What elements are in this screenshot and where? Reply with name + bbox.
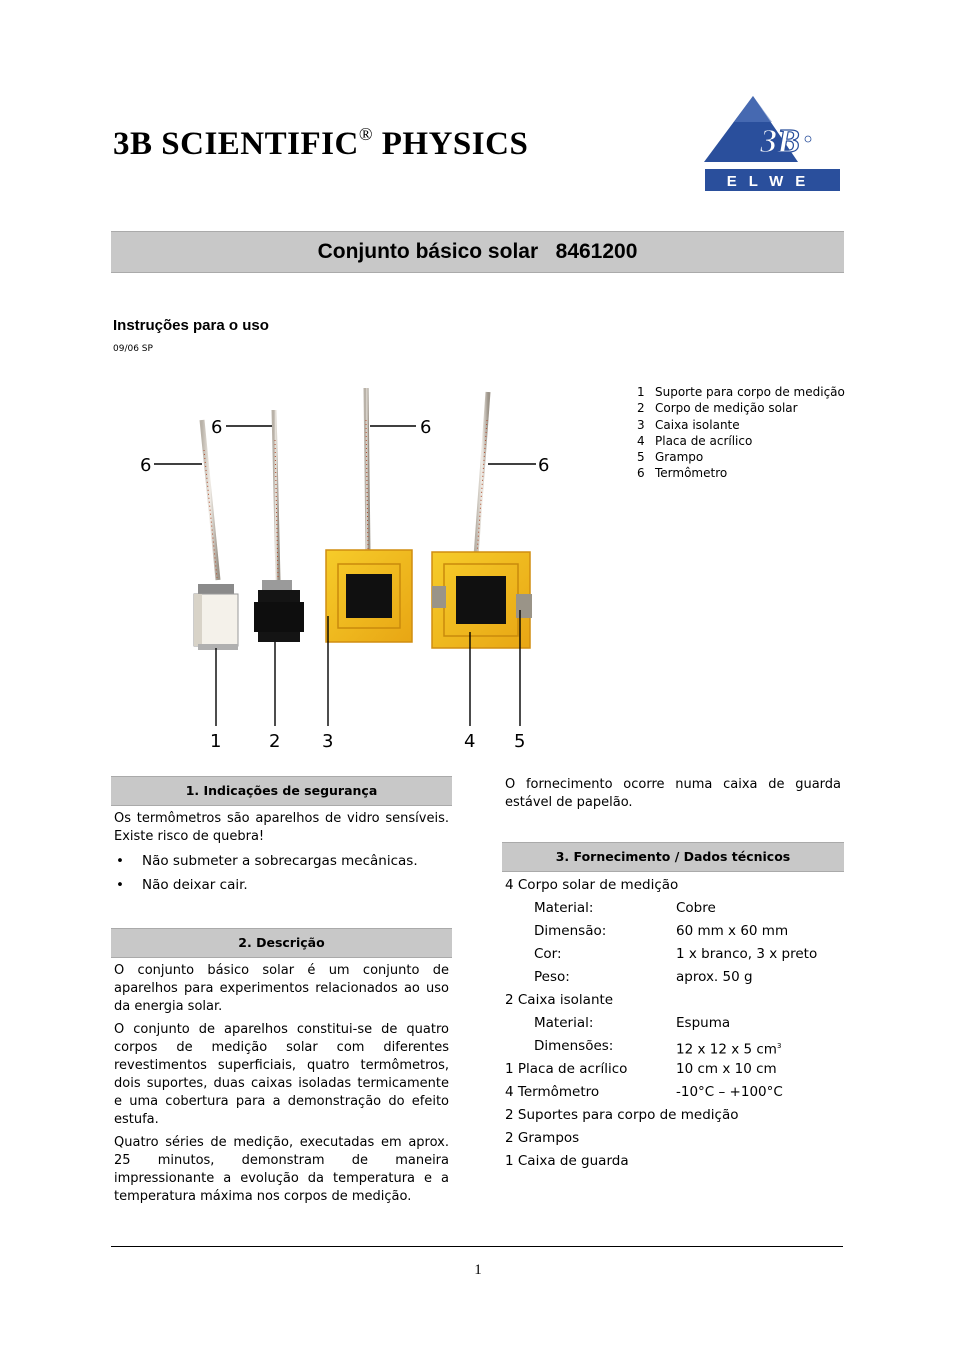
section-2-heading: 2. Descrição — [111, 928, 452, 958]
section-1-text: Os termômetros são aparelhos de vidro sensíveis. Existe risco de quebra! — [114, 811, 449, 844]
callout-6-c: 6 — [420, 417, 432, 438]
bullet-item: • Não deixar cair. — [114, 876, 449, 894]
spec-row — [505, 1058, 841, 1081]
spec-label: Dimensão: — [534, 923, 607, 939]
thermometer-3 — [366, 388, 368, 552]
spec-value: aprox. 50 g — [676, 969, 753, 985]
brand-name: 3B SCIENTIFIC — [113, 126, 359, 162]
spec-value: Cobre — [676, 900, 716, 916]
insulating-box-with-acrylic-plate — [432, 552, 532, 648]
registered-mark: ® — [358, 124, 374, 144]
spec-list — [502, 872, 844, 1173]
spec-row — [505, 966, 841, 989]
spec-label: 1 Caixa de guarda — [505, 1153, 629, 1169]
white-measuring-body — [194, 584, 238, 650]
thermometer-1 — [202, 420, 218, 580]
logo-3b-text: 3B — [760, 123, 800, 160]
3b-elwe-logo — [702, 94, 842, 194]
product-figure — [120, 380, 550, 760]
spec-label: Peso: — [534, 969, 570, 985]
callout-2: 2 — [269, 731, 281, 752]
spec-row — [505, 1081, 841, 1104]
product-title: Conjunto básico solar 8461200 — [317, 240, 638, 263]
spec-label: 2 Caixa isolante — [505, 992, 614, 1008]
date-code: 09/06 SP — [113, 344, 153, 354]
legend-item: 2 Corpo de medição solar — [637, 401, 798, 416]
spec-row — [505, 1035, 841, 1058]
spec-label: 4 Termômetro — [505, 1084, 600, 1100]
spec-value: -10°C – +100°C — [676, 1084, 783, 1100]
figure-legend — [637, 384, 845, 482]
legend-item: 3 Caixa isolante — [637, 417, 740, 432]
description-paragraph: O conjunto de aparelhos constitui-se de quatro corpos de medição solar com diferentes revestimentos superficiais, quatro termômetros, dois suportes, duas caixas isoladas termicamente e uma cobertura para a demonstração do efeito estufa. — [114, 1022, 449, 1127]
insulating-box — [326, 550, 412, 642]
callout-6-a: 6 — [140, 455, 152, 476]
callout-6-b: 6 — [211, 417, 223, 438]
spec-label: Material: — [534, 900, 594, 916]
legend-item: 4 Placa de acrílico — [637, 433, 753, 448]
bullet-item: • Não submeter a sobrecargas mecânicas. — [114, 852, 449, 870]
spec-label: Material: — [534, 1015, 594, 1031]
footer-rule — [111, 1246, 843, 1247]
spec-row — [505, 920, 841, 943]
section-3-heading: 3. Fornecimento / Dados técnicos — [502, 842, 844, 872]
spec-superscript: 3 — [776, 1042, 782, 1050]
spec-value: 1 x branco, 3 x preto — [676, 946, 818, 962]
spec-value: 60 mm x 60 mm — [676, 923, 789, 939]
callout-1: 1 — [210, 731, 222, 752]
callout-4: 4 — [464, 731, 476, 752]
spec-row — [505, 874, 841, 897]
spec-row — [505, 1150, 841, 1173]
spec-row — [505, 989, 841, 1012]
section-1-heading: 1. Indicações de segurança — [111, 776, 452, 806]
page-number: 1 — [474, 1262, 482, 1278]
spec-row — [505, 1012, 841, 1035]
spec-row — [505, 897, 841, 920]
spec-row — [505, 1104, 841, 1127]
left-column — [111, 776, 452, 1211]
spec-label: 4 Corpo solar de medição — [505, 877, 679, 893]
callout-3: 3 — [322, 731, 334, 752]
clamp-left — [432, 586, 446, 608]
title-bar — [111, 231, 844, 273]
brand-suffix: PHYSICS — [381, 126, 529, 162]
black-measuring-body — [254, 580, 304, 642]
callout-6-d: 6 — [538, 455, 550, 476]
spec-label: 1 Placa de acrílico — [505, 1061, 628, 1077]
spec-value: 12 x 12 x 5 $cm^3$ — [676, 1041, 782, 1058]
right-column — [502, 776, 844, 1173]
spec-row — [505, 943, 841, 966]
callout-5: 5 — [514, 731, 526, 752]
description-paragraph: Quatro séries de medição, executadas em aprox. 25 minutos, demonstram de maneira impressionante a evolução da temperatura e a temperatura máxima nos corpos de medição. — [114, 1135, 449, 1204]
spec-value: 10 cm x 10 cm — [676, 1061, 777, 1077]
spec-label: Cor: — [534, 946, 562, 962]
legend-item: 6 Termômetro — [637, 466, 728, 481]
legend-item: 1 Suporte para corpo de medição — [637, 385, 845, 399]
thermometer-4 — [476, 392, 488, 556]
legend-item: 5 Grampo — [637, 450, 704, 465]
logo-band-text: ELWE — [726, 173, 818, 190]
clamp-right — [516, 594, 532, 618]
brand-title — [113, 126, 528, 163]
instructions-heading: Instruções para o uso — [113, 317, 269, 334]
description-paragraph: O conjunto básico solar é um conjunto de aparelhos para experimentos relacionados ao uso da energia solar. — [114, 963, 449, 1014]
safety-bullets — [114, 852, 449, 894]
spec-label: Dimensões: — [534, 1038, 614, 1054]
spec-value: Espuma — [676, 1015, 731, 1031]
delivery-note: O fornecimento ocorre numa caixa de guarda estável de papelão. — [505, 777, 841, 810]
thermometer-2 — [274, 410, 278, 580]
spec-label: 2 Suportes para corpo de medição — [505, 1107, 739, 1123]
spec-row — [505, 1127, 841, 1150]
spec-label: 2 Grampos — [505, 1130, 580, 1146]
